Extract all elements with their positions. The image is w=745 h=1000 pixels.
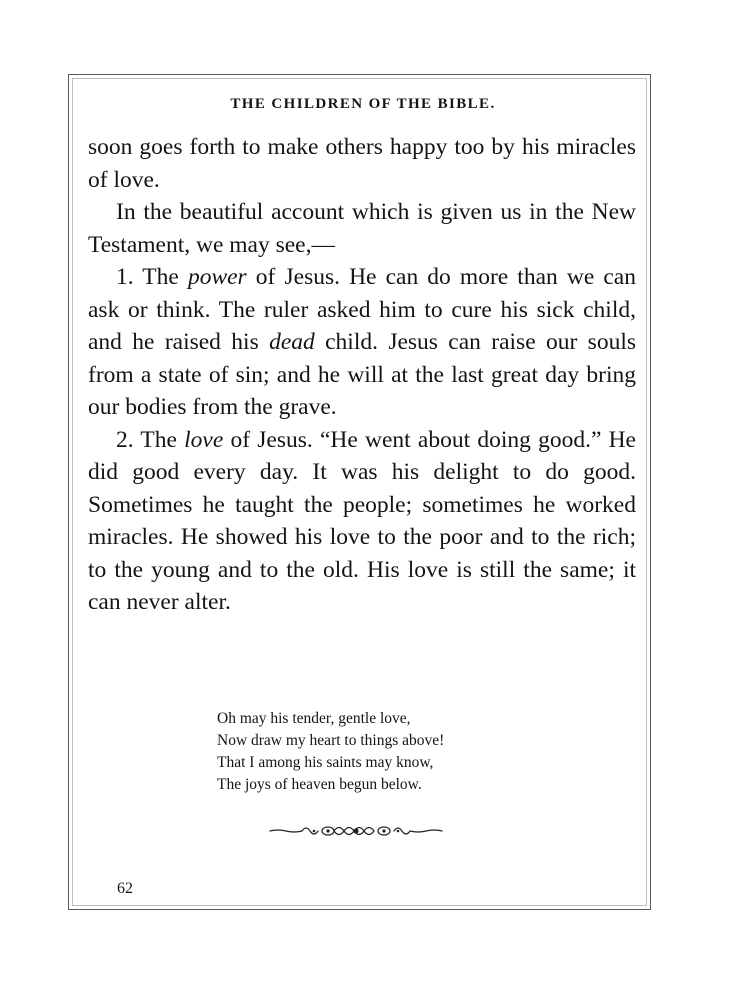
fleuron-ornament-icon	[268, 823, 444, 839]
poem-line: That I among his saints may know,	[217, 754, 434, 771]
emphasis-power: power	[187, 264, 247, 290]
paragraph-3	[88, 261, 636, 424]
body-text	[88, 131, 636, 619]
poem-line: Now draw my heart to things above!	[217, 732, 445, 749]
paragraph-3-end: child. Jesus can raise our souls from a state of sin; and he will at the last great day bring our bodies from the grave.	[88, 329, 636, 420]
paragraph-3-lead: 1. The	[116, 264, 188, 290]
emphasis-dead: dead	[269, 329, 315, 355]
paragraph-4-rest: of Jesus. “He went about doing good.” He did good every day. It was his delight to do good. Sometimes he taught the people; sometimes he worked miracles. He showed his love to the poor and to the rich; to the young and to the old. His love is still the same; it can never alter.	[88, 426, 636, 615]
paragraph-4-lead: 2. The	[116, 426, 185, 453]
paragraph-2: In the beautiful account which is given us in the New Testament, we may see,—	[88, 199, 636, 258]
running-head: THE CHILDREN OF THE BIBLE.	[230, 96, 496, 112]
paragraph-3-middle: of Jesus. He can do more than we can ask or think. The ruler asked him to cure his sick child, and he raised his	[88, 264, 636, 355]
poem-line: The joys of heaven begun below.	[217, 776, 422, 793]
paragraph-4	[88, 424, 636, 619]
paragraph-1: soon goes forth to make others happy too by his miracles of love.	[88, 134, 636, 193]
poem	[217, 708, 547, 796]
emphasis-love: love	[184, 426, 224, 453]
page-number: 62	[117, 880, 133, 897]
poem-line: Oh may his tender, gentle love,	[217, 710, 411, 727]
